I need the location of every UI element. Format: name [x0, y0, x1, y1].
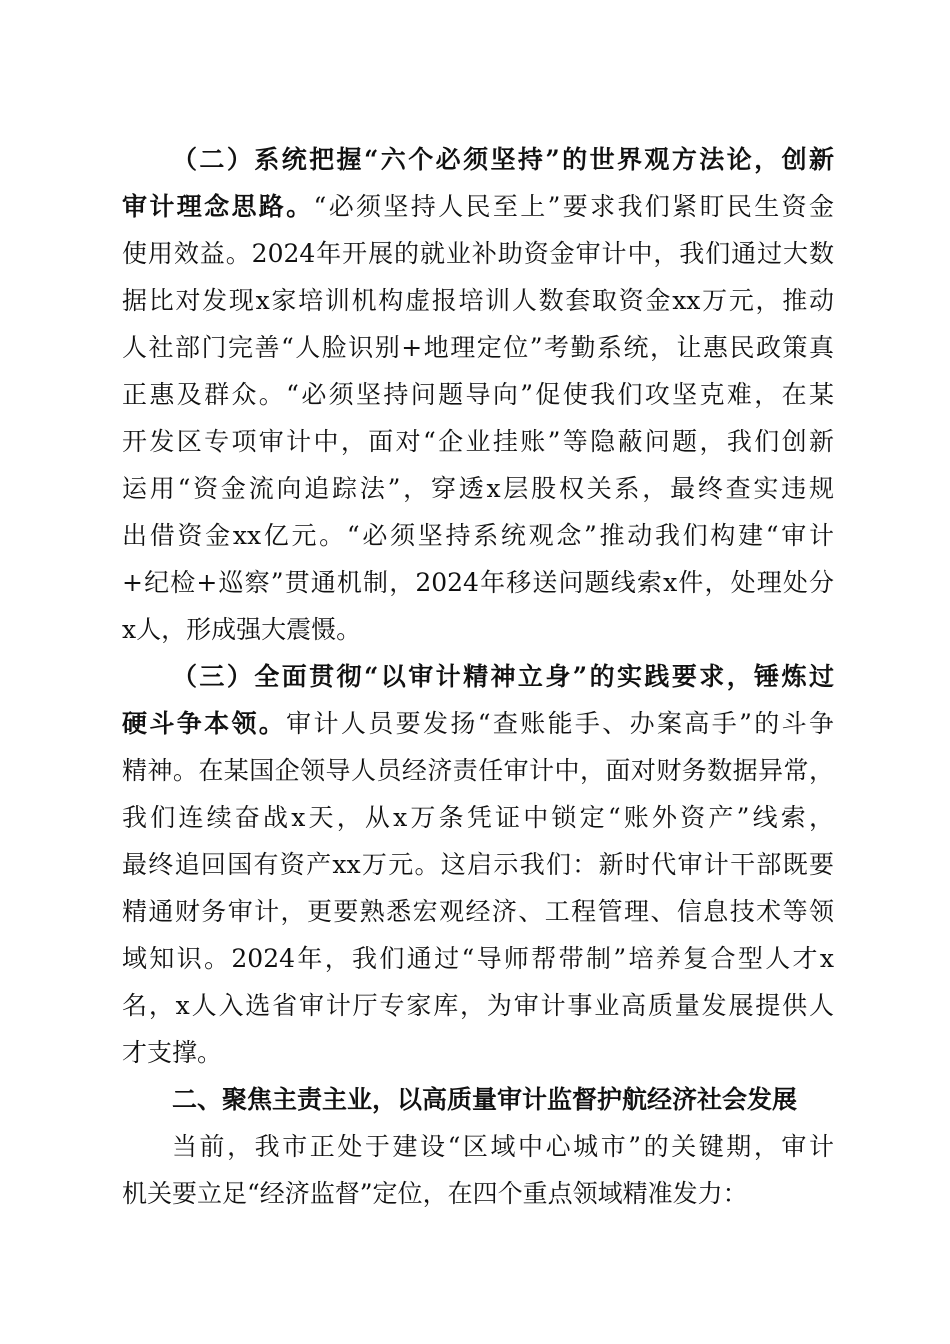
paragraph-3-line: 域知识。2024年，我们通过“导师帮带制”培养复合型人才x	[122, 944, 834, 973]
paragraph-3-line: 最终追回国有资产xx万元。这启示我们：新时代审计干部既要	[122, 850, 834, 879]
paragraph-2-line: 据比对发现x家培训机构虚报培训人数套取资金xx万元，推动	[122, 286, 834, 315]
section-heading: 二、聚焦主责主业，以高质量审计监督护航经济社会发展	[172, 1085, 798, 1114]
paragraph-3-line: 名，x人入选省审计厅专家库，为审计事业高质量发展提供人	[122, 991, 834, 1020]
paragraph-2-line-2	[122, 187, 834, 227]
paragraph-3-line: 精神。在某国企领导人员经济责任审计中，面对财务数据异常，	[122, 756, 834, 785]
paragraph-3-line-2	[122, 704, 834, 744]
paragraph-2-line: 出借资金xx亿元。“必须坚持系统观念”推动我们构建“审计	[122, 521, 834, 550]
paragraph-3-line: 我们连续奋战x天，从x万条凭证中锁定“账外资产”线索，	[122, 803, 834, 832]
paragraph-3-heading-line: （三）全面贯彻“以审计精神立身”的实践要求，锤炼过	[172, 662, 834, 691]
paragraph-2-heading-tail: 审计理念思路。	[122, 192, 314, 221]
paragraph-2-text: “必须坚持人民至上”要求我们紧盯民生资金	[313, 192, 834, 221]
paragraph-2-line: 使用效益。2024年开展的就业补助资金审计中，我们通过大数	[122, 239, 834, 268]
intro-line-2: 机关要立足“经济监督”定位，在四个重点领域精准发力：	[122, 1179, 748, 1208]
paragraph-3-line: 精通财务审计，更要熟悉宏观经济、工程管理、信息技术等领	[122, 897, 834, 926]
paragraph-2-line: 开发区专项审计中，面对“企业挂账”等隐蔽问题，我们创新	[122, 427, 834, 456]
paragraph-2-heading-line: （二）系统把握“六个必须坚持”的世界观方法论，创新	[172, 145, 834, 174]
paragraph-3-text: 审计人员要发扬“查账能手、办案高手”的斗争	[286, 709, 834, 738]
paragraph-3-line-last: 才支撑。	[122, 1038, 223, 1067]
paragraph-2-line: 人社部门完善“人脸识别+地理定位”考勤系统，让惠民政策真	[122, 333, 834, 362]
paragraph-2-line: 运用“资金流向追踪法”，穿透x层股权关系，最终查实违规	[122, 474, 834, 503]
paragraph-3-heading-tail: 硬斗争本领。	[122, 709, 287, 738]
paragraph-2-line: +纪检+巡察”贯通机制，2024年移送问题线索x件，处理处分	[122, 568, 834, 597]
paragraph-2-line: 正惠及群众。“必须坚持问题导向”促使我们攻坚克难，在某	[122, 380, 834, 409]
paragraph-2-line-last: x人，形成强大震慑。	[122, 615, 362, 644]
intro-line-1: 当前，我市正处于建设“区域中心城市”的关键期，审计	[172, 1132, 834, 1161]
